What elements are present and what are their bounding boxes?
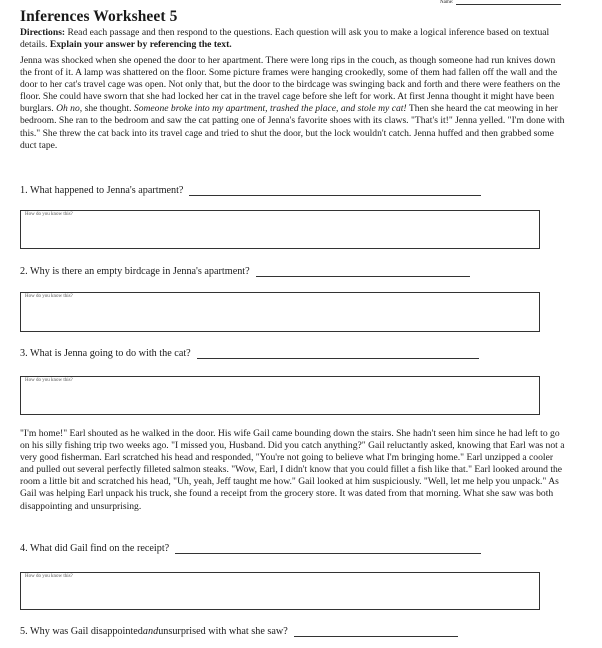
question-2-evidence-box[interactable]: [20, 292, 540, 332]
question-1-evidence-box[interactable]: [20, 210, 540, 249]
question-3-evidence-box[interactable]: [20, 376, 540, 415]
question-4-text: 4. What did Gail find on the receipt?: [20, 543, 170, 554]
directions-label: Directions:: [20, 27, 66, 38]
passage-1-part-1: Jenna was shocked when she opened the door to her apartment. There were long rips in the couch, as though someone had run knives down the front of it. A lamp was shattered on the floor. Some picture frames were hanging crookedly, some of them had fallen off the wall and the door to her cat's travel cage was open. Not only that, but the door to the birdcage was swinging back and forth and there were feathers on the floor. She could have sworn that she had locked her cat in the travel cage before she left for work. At first Jenna thought it might have been burglars.: [20, 55, 561, 115]
question-2-text: 2. Why is there an empty birdcage in Jenna's apartment?: [20, 266, 250, 277]
name-line[interactable]: [456, 0, 561, 5]
question-3-text: 3. What is Jenna going to do with the cat?: [20, 348, 191, 359]
question-5-answer-line[interactable]: [294, 627, 458, 637]
directions-paragraph: [20, 27, 568, 51]
question-3: [20, 348, 479, 359]
question-1-answer-line[interactable]: [189, 186, 481, 196]
passage-1-part-3: Then she heard the cat meowing in her bedroom. She ran to the bedroom and saw the cat patting one of Jenna's favorite shoes with its claws. "That's it!" Jenna yelled. "I'm done with this." She threw the cat back into its travel cage and tried to shut the door, but the lock wouldn't catch. Jenna huffed and then grabbed some duct tape.: [20, 103, 565, 151]
passage-1-italic-1: Oh no,: [56, 103, 83, 115]
question-1: [20, 185, 481, 196]
question-5-text-pre: 5. Why was Gail disappointed: [20, 626, 143, 637]
passage-1-italic-2: Someone broke into my apartment, trashed the place, and stole my cat!: [133, 103, 407, 115]
question-1-box-label: How do you know this?: [25, 212, 73, 217]
question-2-box-label: How do you know this?: [25, 294, 73, 299]
name-label: Name:: [440, 0, 454, 5]
passage-2: "I'm home!" Earl shouted as he walked in the door. His wife Gail came bounding down the stairs. She hadn't seen him since he had left to go on his silly fishing trip two weeks ago. "I missed you, Husband. Did you catch anything?" Gail reluctantly asked, knowing that Earl was not a very good fisherman. Earl scratched his head and responded, "You're not going to believe what I'm bringing home." Earl unzipped a cooler and pulled out several perfectly filleted salmon steaks. "Wow, Earl, I didn't know that you could fillet a fish like that." Earl looked around the room a little bit and scratched his head, "Uh, yeah, Jeff taught me how." Gail looked at him suspiciously. "Well, let me help you unpack." As Gail was helping Earl unpack his truck, she found a receipt from the grocery store. It was dated from that morning. What she saw was both disappointing and unsurprising.: [20, 428, 565, 512]
question-2: [20, 266, 470, 277]
question-4-box-label: How do you know this?: [25, 574, 73, 579]
question-4-evidence-box[interactable]: [20, 572, 540, 610]
question-1-text: 1. What happened to Jenna's apartment?: [20, 185, 184, 196]
question-5-text-italic: and: [142, 626, 159, 637]
question-5: [20, 626, 458, 637]
directions-emphasis: Explain your answer by referencing the text.: [49, 39, 232, 51]
question-2-answer-line[interactable]: [256, 267, 470, 277]
passage-1: [20, 55, 568, 152]
passage-1-part-2: she thought.: [82, 103, 134, 115]
name-field[interactable]: [440, 0, 561, 5]
question-4: [20, 543, 481, 554]
question-4-answer-line[interactable]: [175, 544, 481, 554]
question-3-box-label: How do you know this?: [25, 378, 73, 383]
directions-text: Read each passage and then respond to the questions. Each question will ask you to make a logical inference based on textual details.: [20, 27, 550, 51]
question-3-answer-line[interactable]: [197, 349, 479, 359]
question-5-text-post: unsurprised with what she saw?: [158, 626, 288, 637]
worksheet-title: Inferences Worksheet 5: [20, 8, 178, 25]
